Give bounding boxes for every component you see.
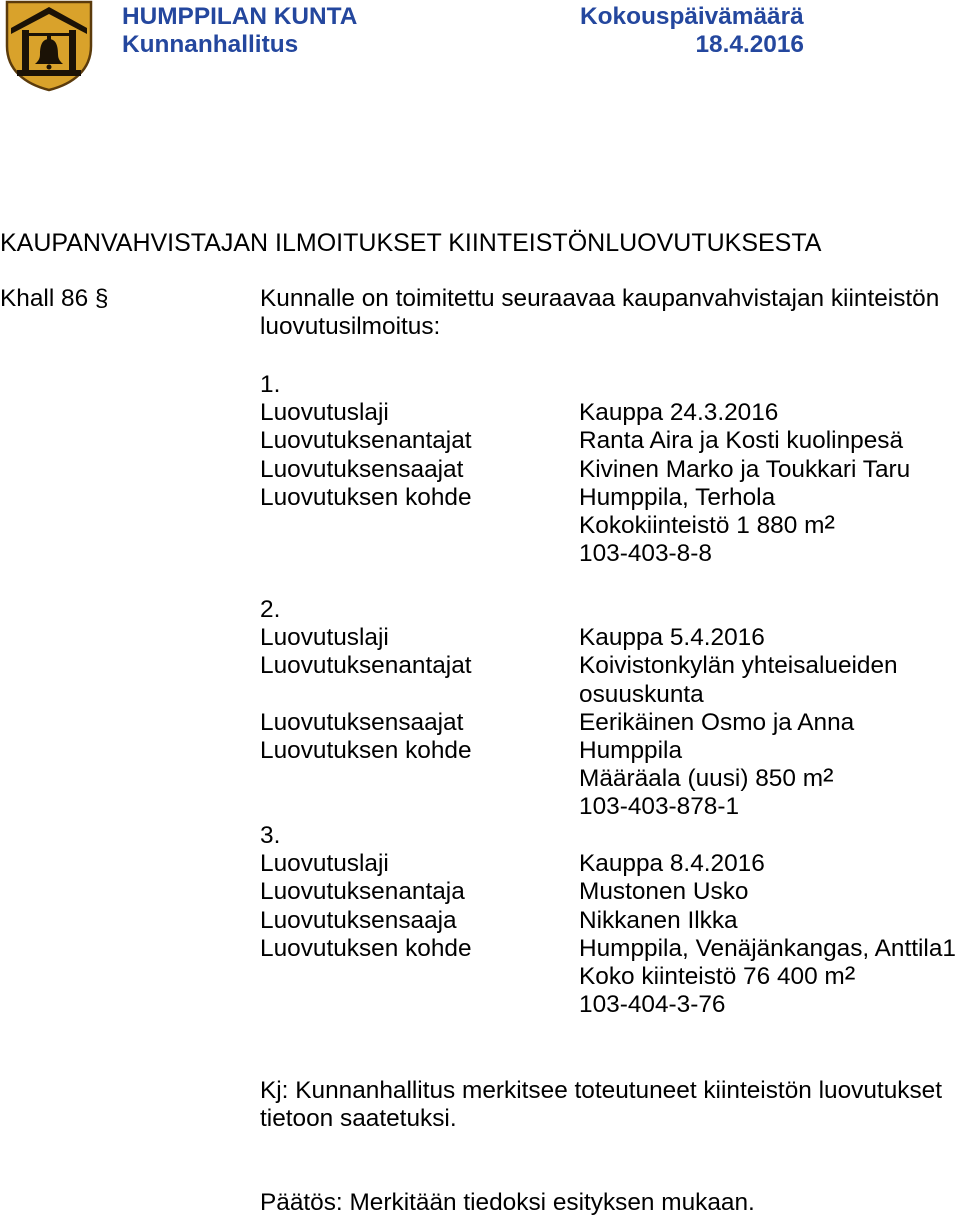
property-label: Luovutuksen kohde — [260, 934, 472, 962]
property-id: 103-403-8-8 — [579, 540, 712, 568]
transferee-label: Luovutuksensaajat — [260, 455, 464, 483]
transferor-label: Luovutuksenantajat — [260, 652, 472, 680]
section-reference: Khall 86 § — [0, 285, 109, 312]
section-intro-text: Kunnalle on toimitettu seuraavaa kaupanvahvistajan kiinteistön luovutusilmoitus: — [260, 285, 940, 341]
property-row — [260, 737, 960, 822]
transfer-type-value: Kauppa 5.4.2016 — [579, 624, 765, 652]
transferee-value: Eerikäinen Osmo ja Anna — [579, 708, 855, 736]
meeting-date-label: Kokouspäivämäärä — [580, 3, 804, 30]
transferor-label: Luovutuksenantajat — [260, 427, 472, 455]
transfer-type-label: Luovutuslaji — [260, 399, 389, 427]
property-area: Määräala (uusi) 850 m² — [579, 761, 834, 798]
property-location: Humppila, Terhola — [579, 483, 776, 511]
transferor-value: Ranta Aira ja Kosti kuolinpesä — [579, 427, 904, 455]
meeting-date-block — [580, 3, 804, 59]
coat-of-arms-logo — [3, 0, 95, 92]
transferee-row — [260, 709, 960, 737]
transferee-value: Nikkanen Ilkka — [579, 906, 738, 934]
property-label: Luovutuksen kohde — [260, 737, 472, 765]
property-value — [579, 737, 960, 822]
transfer-number: 2. — [260, 596, 281, 623]
transferee-row — [260, 456, 960, 484]
transferor-row — [260, 878, 960, 906]
transferee-label: Luovutuksensaajat — [260, 708, 464, 736]
section-header — [0, 285, 960, 343]
property-value — [579, 484, 960, 569]
transfer-number: 1. — [260, 371, 281, 398]
transfer-type-label: Luovutuslaji — [260, 624, 389, 652]
transfer-type-row — [260, 399, 960, 427]
square-unit-superscript: ² — [844, 959, 856, 996]
proposal-text: Kj: Kunnanhallitus merkitsee toteutuneet kiinteistön luovutukset tietoon saatetuksi. — [260, 1077, 942, 1133]
property-row — [260, 935, 960, 1020]
property-id: 103-403-878-1 — [579, 793, 740, 821]
square-unit-superscript: ² — [823, 761, 834, 798]
transferor-row — [260, 427, 960, 455]
transferee-label: Luovutuksensaaja — [260, 906, 457, 934]
meeting-date: 18.4.2016 — [695, 31, 804, 59]
transfer-type-row — [260, 624, 960, 652]
transfer-type-value: Kauppa 8.4.2016 — [579, 850, 765, 878]
transferor-value: Koivistonkylän yhteisalueiden osuuskunta — [579, 652, 898, 708]
property-value — [579, 935, 960, 1020]
transfer-type-value: Kauppa 24.3.2016 — [579, 399, 779, 427]
square-unit-superscript: ² — [824, 508, 835, 545]
transferee-value: Kivinen Marko ja Toukkari Taru — [579, 455, 911, 483]
transferor-value: Mustonen Usko — [579, 878, 749, 906]
transfer-item-3 — [260, 822, 960, 1019]
transfer-item-2 — [260, 596, 960, 822]
transferor-label: Luovutuksenantaja — [260, 878, 465, 906]
transfer-type-row — [260, 850, 960, 878]
municipality-name: HUMPPILAN KUNTA — [122, 3, 358, 30]
transfer-number: 3. — [260, 822, 281, 849]
transferee-row — [260, 907, 960, 935]
property-area: Kokokiinteistö 1 880 m² — [579, 508, 835, 545]
organization-block — [122, 3, 357, 59]
property-label: Luovutuksen kohde — [260, 483, 472, 511]
property-location: Humppila — [579, 737, 683, 765]
property-location: Humppila, Venäjänkangas, Anttila1 — [579, 934, 956, 962]
property-id: 103-404-3-76 — [579, 991, 726, 1019]
coat-of-arms-icon — [3, 0, 95, 92]
transfer-type-label: Luovutuslaji — [260, 850, 389, 878]
document-title: KAUPANVAHVISTAJAN ILMOITUKSET KIINTEISTÖNLUOVUTUKSESTA — [0, 229, 822, 257]
governing-body-name: Kunnanhallitus — [122, 31, 299, 59]
transfer-item-1 — [260, 371, 960, 568]
decision-text: Päätös: Merkitään tiedoksi esityksen mukaan. — [260, 1189, 755, 1216]
property-area: Koko kiinteistö 76 400 m² — [579, 959, 856, 996]
transferor-row — [260, 652, 960, 708]
property-row — [260, 484, 960, 569]
